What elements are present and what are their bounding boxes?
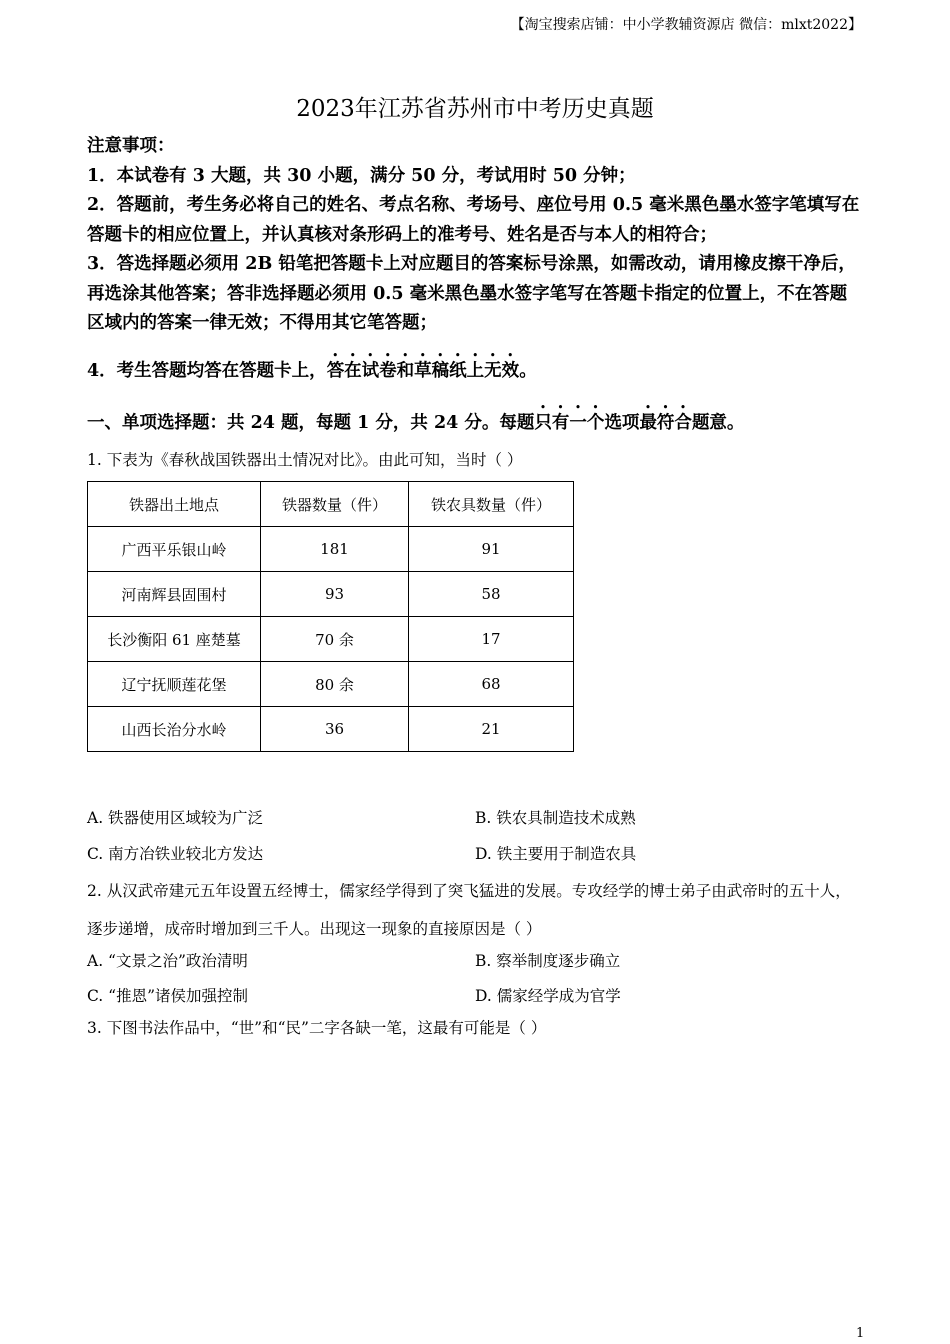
table-cell: 广西平乐银山岭 [88, 527, 261, 572]
table-cell: 17 [409, 617, 574, 662]
question-2-stem [87, 872, 863, 948]
table-cell: 21 [409, 707, 574, 752]
question-2-option-a: A. “文景之治”政治清明 [87, 952, 248, 970]
table-header-row [88, 482, 574, 527]
question-3-stem [87, 1013, 863, 1043]
table-header-cell: 铁农具数量（件） [409, 482, 574, 527]
table-cell: 长沙衡阳 61 座楚墓 [88, 617, 261, 662]
notes-item-4-pre: 4．考生答题均答在答题卡上， [87, 360, 327, 381]
question-2-option-c: C. “推恩”诸侯加强控制 [87, 987, 249, 1005]
table-header-cell: 铁器出土地点 [88, 482, 261, 527]
header-note: 【淘宝搜索店铺：中小学教辅资源店 微信：mlxt2022】 [510, 17, 862, 33]
page-title: 2023年江苏省苏州市中考历史真题 [296, 96, 654, 122]
section-emphasis-2: 最符合 [639, 413, 692, 433]
exam-notes [87, 132, 863, 386]
page-number: 1 [856, 1326, 865, 1341]
question-1-option-b: B. 铁农具制造技术成熟 [475, 809, 636, 827]
notes-item-4-emphasis: 答在试卷和草稿纸上无效 [326, 360, 520, 381]
notes-item-1: 1．本试卷有 3 大题，共 30 小题，满分 50 分，考试用时 50 分钟； [87, 165, 636, 186]
section-heading-pre: 一、单项选择题：共 24 题，每题 1 分，共 24 分。每题 [87, 413, 535, 433]
table-cell: 68 [409, 662, 574, 707]
section-emphasis-1: 只有一个 [534, 413, 605, 433]
table-cell: 91 [409, 527, 574, 572]
section-heading [87, 403, 744, 434]
notes-item-4-post: 。 [519, 360, 537, 381]
table-row [88, 707, 574, 752]
question-1-option-c: C. 南方冶铁业较北方发达 [87, 845, 264, 863]
notes-item-2: 2．答题前，考生务必将自己的姓名、考点名称、考场号、座位号用 0.5 毫米黑色墨水签字笔填写在答题卡的相应位置上，并认真核对条形码上的准考号、姓名是否与本人的相符合； [87, 195, 860, 245]
iron-artifacts-table [87, 481, 574, 752]
table-cell: 辽宁抚顺莲花堡 [88, 662, 261, 707]
question-2-option-b: B. 察举制度逐步确立 [475, 952, 621, 970]
table-cell: 80 余 [261, 662, 409, 707]
table-cell: 36 [261, 707, 409, 752]
question-2-text: 2. 从汉武帝建元五年设置五经博士，儒家经学得到了突飞猛进的发展。专攻经学的博士弟子由武帝时的五十人，逐步递增，成帝时增加到三千人。出现这一现象的直接原因是（ ） [87, 882, 851, 938]
table-cell: 山西长治分水岭 [88, 707, 261, 752]
question-1-text: 1. 下表为《春秋战国铁器出土情况对比》。由此可知，当时（ ） [87, 451, 523, 469]
table-row [88, 662, 574, 707]
table-row [88, 527, 574, 572]
question-3-text: 3. 下图书法作品中，“世”和“民”二字各缺一笔，这最有可能是（ ） [87, 1019, 547, 1037]
table-row [88, 572, 574, 617]
question-1-stem [87, 445, 863, 475]
question-1-option-a: A. 铁器使用区域较为广泛 [87, 809, 264, 827]
table-header-cell: 铁器数量（件） [261, 482, 409, 527]
section-heading-mid: 选项 [604, 413, 640, 433]
table-cell: 93 [261, 572, 409, 617]
question-1-option-d: D. 铁主要用于制造农具 [475, 845, 637, 863]
table-row [88, 617, 574, 662]
table-cell: 河南辉县固围村 [88, 572, 261, 617]
question-2-option-d: D. 儒家经学成为官学 [475, 987, 621, 1005]
notes-heading: 注意事项： [87, 136, 175, 156]
table-cell: 58 [409, 572, 574, 617]
notes-item-3: 3．答选择题必须用 2B 铅笔把答题卡上对应题目的答案标号涂黑，如需改动，请用橡皮擦干净后，再选涂其他答案；答非选择题必须用 0.5 毫米黑色墨水签字笔写在答题卡指定的位置上，不在答题区域内的答案一律无效；不得用其它笔答题； [87, 254, 856, 333]
section-heading-post: 题意。 [691, 413, 745, 433]
table-cell: 181 [261, 527, 409, 572]
notes-item-4 [87, 351, 863, 387]
table-cell: 70 余 [261, 617, 409, 662]
